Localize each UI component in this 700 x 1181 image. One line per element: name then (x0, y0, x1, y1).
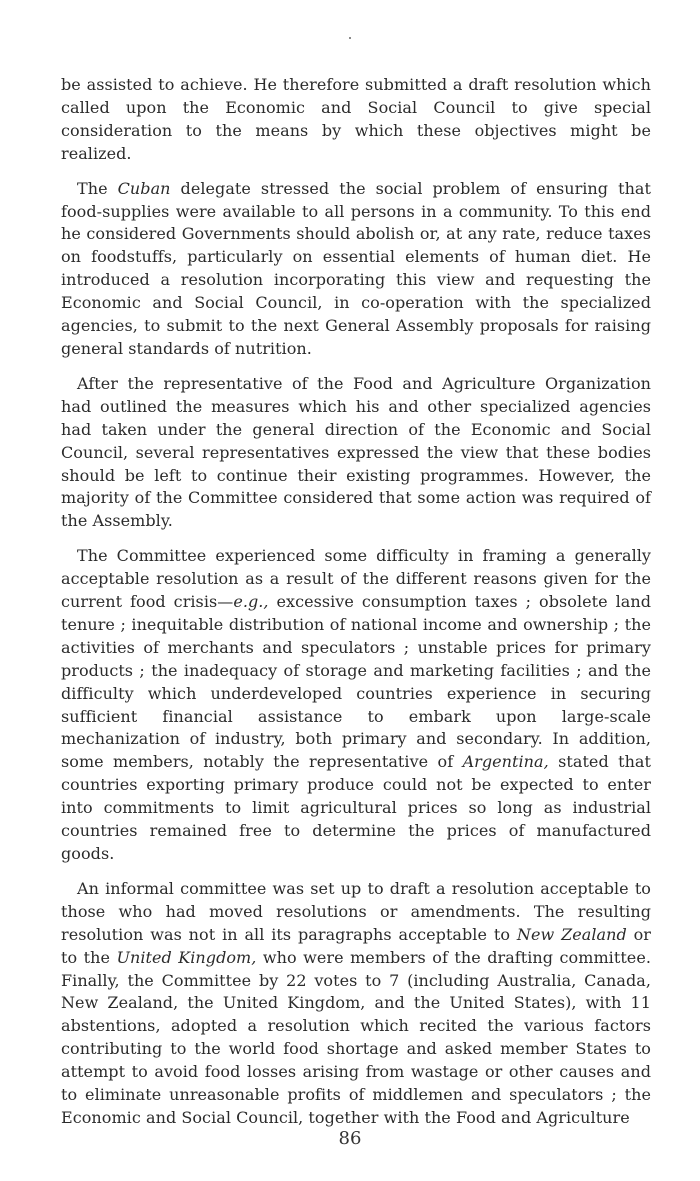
abbrev-eg: e.g., (233, 592, 269, 612)
country-united-kingdom: United Kingdom, (116, 947, 257, 967)
paragraph-1: be assisted to achieve. He therefore submitted a draft resolution which called upon the Economic and Social Council to give special consideration to the means by which these objectives might be realized. (61, 75, 651, 163)
paragraph-5: An informal committee was set up to draft a resolution acceptable to those who had moved resolutions or amendments. The resulting resolution was not in all its paragraphs acceptable to New Zealand or to the United Kingdom, who were members of the drafting committee. Finally, the Committee by 22 votes to 7 (including Australia, Canada, New Zealand, the United Kingdom, and the United States), with 11 abstentions, adopted a resolution which recited the various factors contributing to the world food shortage and asked member States to attempt to avoid food losses arising from wastage or other causes and to eliminate unreasonable profits of middlemen and speculators ; the Economic and Social Council, together with the Food and Agriculture (61, 878, 651, 1127)
document-body (61, 74, 651, 1142)
paragraph-4: The Committee experienced some difficulty in framing a generally acceptable resolution as a result of the different reasons given for the current food crisis—e.g., excessive consumption taxes ; obsolete land tenure ; inequitable distribution of national income and ownership ; the activities of merchants and speculators ; unstable prices for primary products ; the inadequacy of storage and marketing facilities ; and the difficulty which underdeveloped countries experience in securing sufficient financial assistance to embark upon large-scale mechanization of industry, both primary and secondary. In addition, some members, notably the representative of Argentina, stated that countries exporting primary produce could not be expected to enter into commitments to limit agricultural prices so long as industrial countries remained free to determine the prices of manufactured goods. (61, 546, 652, 863)
page-number: 86 (338, 1128, 362, 1149)
country-new-zealand: New Zealand (516, 924, 627, 944)
country-cuban: Cuban (117, 178, 171, 198)
scan-speck (349, 37, 351, 39)
country-argentina: Argentina, (462, 752, 549, 772)
paragraph-2: The Cuban delegate stressed the social problem of ensuring that food-supplies were available to all persons in a community. To this end he considered Governments should abolish or, at any rate, reduce taxes on foodstuffs, particularly on essential elements of human diet. He introduced a resolution incorporating this view and requesting the Economic and Social Council, in co-operation with the specialized agencies, to submit to the next General Assembly proposals for raising general standards of nutrition. (61, 178, 652, 358)
paragraph-3: After the representative of the Food and Agriculture Organization had outlined the measures which his and other specialized agencies had taken under the general direction of the Economic and Social Council, several representatives expressed the view that these bodies should be left to continue their existing programmes. However, the majority of the Committee considered that some action was required of the Assembly. (61, 373, 651, 531)
